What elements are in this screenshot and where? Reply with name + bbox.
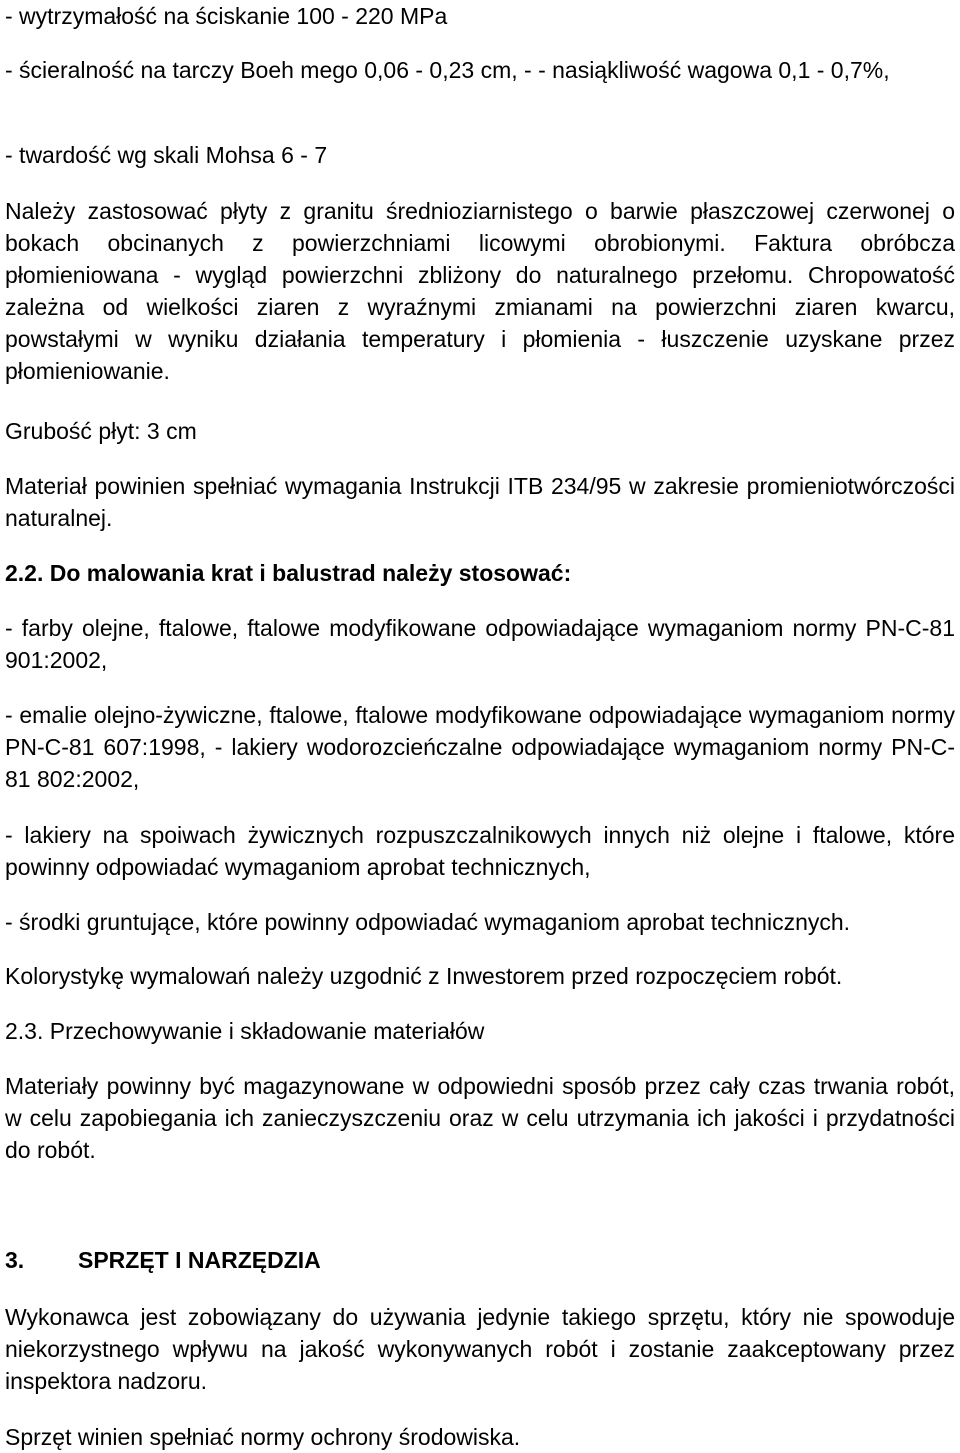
compression-strength-line: - wytrzymałość na ściskanie 100 - 220 MPa (5, 3, 448, 29)
list-item-oil-paints: - farby olejne, ftalowe, ftalowe modyfikowane odpowiadające wymaganiom normy PN-C-81 901:2002, (5, 615, 955, 673)
section-2-3-body: Materiały powinny być magazynowane w odpowiedni sposób przez cały czas trwania robót, w celu zapobiegania ich zanieczyszczeniu oraz w celu utrzymania ich jakości i przydatności do robót. (5, 1073, 955, 1163)
section-3-body: Wykonawca jest zobowiązany do używania jedynie takiego sprzętu, który nie spowoduje niekorzystnego wpływu na jakość wykonywanych robót i zostanie zaakceptowany przez inspektora nadzoru. (5, 1304, 955, 1394)
section-3-heading (5, 1244, 955, 1276)
section-2-2-heading: 2.2. Do malowania krat i balustrad należy stosować: (5, 560, 572, 586)
itb-requirement-paragraph: Materiał powinien spełniać wymagania Instrukcji ITB 234/95 w zakresie promieniotwórczości naturalnej. (5, 473, 955, 531)
environment-norms-line: Sprzęt winien spełniać normy ochrony środowiska. (5, 1424, 521, 1450)
list-item-enamels: - emalie olejno-żywiczne, ftalowe, ftalowe modyfikowane odpowiadające wymaganiom normy PN-C-81 607:1998, - lakiery wodorozcieńczalne odpowiadające wymaganiom normy PN-C-81 802:2002, (5, 702, 955, 792)
granite-slabs-paragraph: Należy zastosować płyty z granitu średnioziarnistego o barwie płaszczowej czerwonej o bokach obcinanych z powierzchniami licowymi obrobionymi. Faktura obróbcza płomieniowana - wygląd powierzchni zbliżony do naturalnego przełomu. Chropowatość zależna od wielkości ziaren z wyraźnymi zmianami na powierzchni ziaren kwarcu, powstałymi w wyniku działania temperatury i płomienia - łuszczenie uzyskane przez płomieniowanie. (5, 198, 955, 384)
list-item-primers: - środki gruntujące, które powinny odpowiadać wymaganiom aprobat technicznych. (5, 909, 851, 935)
slab-thickness-line: Grubość płyt: 3 cm (5, 418, 197, 444)
abrasion-absorption-line: - ścieralność na tarczy Boeh mego 0,06 - 0,23 cm, - - nasiąkliwość wagowa 0,1 - 0,7%, (5, 57, 890, 83)
color-note-line: Kolorystykę wymalowań należy uzgodnić z Inwestorem przed rozpoczęciem robót. (5, 963, 843, 989)
section-3-title: SPRZĘT I NARZĘDZIA (78, 1247, 321, 1273)
section-3-number: 3. (5, 1247, 25, 1273)
hardness-line: - twardość wg skali Mohsa 6 - 7 (5, 142, 328, 168)
section-2-3-heading: 2.3. Przechowywanie i składowanie materiałów (5, 1018, 485, 1044)
list-item-varnishes: - lakiery na spoiwach żywicznych rozpuszczalnikowych innych niż olejne i ftalowe, które powinny odpowiadać wymaganiom aprobat technicznych, (5, 822, 955, 880)
